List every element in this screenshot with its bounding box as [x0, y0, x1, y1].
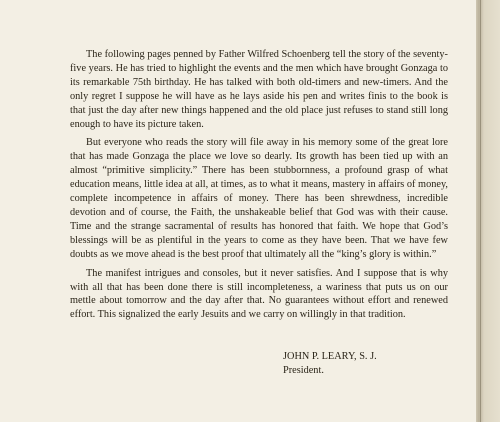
- signature-block: [283, 350, 377, 378]
- page-edge-line: [480, 0, 481, 422]
- signature-name: JOHN P. LEARY, S. J.: [283, 351, 377, 362]
- paragraph-3: The manifest intrigues and consoles, but it never satisfies. And I suppose that is why with all that has been done there is still incompleteness, a wariness that puts us on our mettle about tomorrow and the day after that. No guarantees without effort and renewed effort. This signalized the early Jesuits and we carry on willingly in that tradition.: [70, 267, 448, 321]
- signature-title: President.: [283, 365, 324, 376]
- paragraph-2: But everyone who reads the story will file away in his memory some of the great lore that has made Gonzaga the place we love so dearly. Its growth has been tied up with an almost “primitive simplicity.” There has been stubbornness, a profound grasp of what education means, little idea at all, at times, as to what it means, mastery in affairs of money, complete incompetence in affairs of money. There has been shrewdness, incredible devotion and of course, the Faith, the unshakeable belief that God was with their cause. Time and the strange sacramental of results has honored that faith. We hope that God’s blessings will be as plentiful in the years to come as they have been. That we have few doubts as we move ahead is the best proof that ultimately all the “king’s glory is within.”: [70, 137, 448, 260]
- paragraph-1: The following pages penned by Father Wilfred Schoenberg tell the story of the seventy-five years. He has tried to highlight the events and the men which have brought Gonzaga to its remarkable 75th birthday. He has talked with both old-timers and new-timers. And the only regret I suppose he will have as he lays aside his pen and writes finis to the book is that just the day after new things happened and the old place just refuses to stand still long enough to have its picture taken.: [70, 49, 448, 130]
- body-text: [70, 48, 448, 327]
